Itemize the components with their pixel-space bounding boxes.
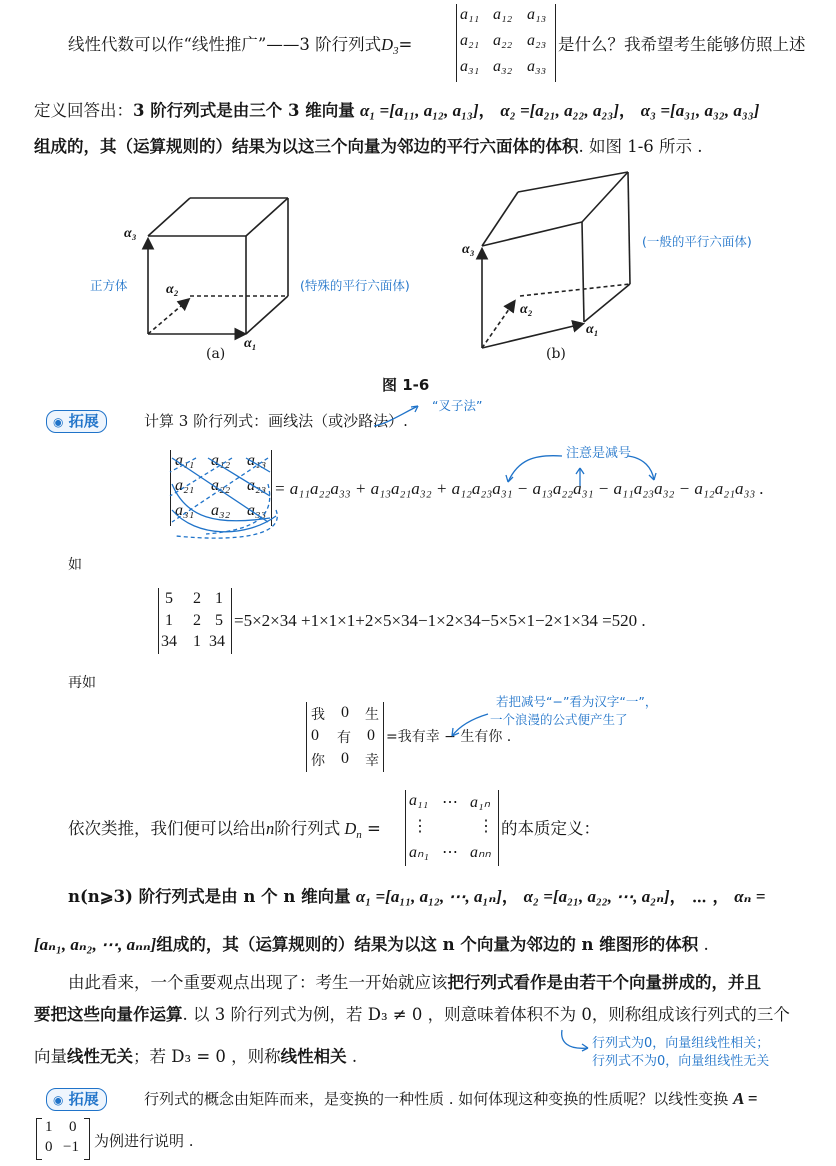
p3-text: 组成的，其（运算规则的）结果为以这三个向量为邻边的平行六面体的体积. 如图 1-6 所示 . bbox=[34, 137, 703, 156]
figure-caption: 图 1-6 bbox=[382, 376, 430, 394]
det-cell: a₃₂ bbox=[493, 58, 513, 75]
ext2-text: 行列式的概念由矩阵而来，是变换的一种性质 . 如何体现这种变换的性质呢？以线性变换 A = bbox=[144, 1089, 758, 1108]
p8-text: 向量线性无关；若 D₃ = 0 ，则称线性相关 . bbox=[34, 1047, 358, 1066]
det-cell: 有 bbox=[337, 731, 351, 746]
fig-b-alpha1: α₁ bbox=[586, 322, 599, 337]
p1-text-tail: 是什么？我希望考生能够仿照上述 bbox=[558, 35, 806, 54]
linear-note-2: 行列式不为0，向量组线性无关 bbox=[592, 1054, 770, 1069]
det-cell: a₁₁ bbox=[460, 6, 480, 23]
det-cell: a₃₁ bbox=[175, 502, 195, 519]
det-cell: 0 bbox=[341, 704, 349, 721]
det-cell: a₂₁ bbox=[460, 32, 480, 49]
minus-note: 注意是减号 bbox=[566, 446, 632, 461]
p6-text: 由此看来，一个重要观点出现了：考生一开始就应该把行列式看作是由若干个向量拼成的，并且 bbox=[68, 973, 761, 992]
det-cell: a₁₁ bbox=[175, 452, 195, 469]
dn-text: 依次类推，我们便可以给出n阶行列式 $D_n$ = bbox=[68, 819, 381, 841]
extension-badge-2: ◉ 拓展 bbox=[46, 1088, 107, 1111]
det-cell: a₂₁ bbox=[175, 477, 195, 494]
det-cell: 2 bbox=[193, 612, 201, 629]
det-cell: 0 bbox=[341, 750, 349, 767]
ext2-tail: 为例进行说明 . bbox=[94, 1132, 194, 1150]
det-cell: 你 bbox=[311, 754, 325, 769]
romance-note-1: 若把减号“−”看为汉字“一”， bbox=[496, 694, 658, 709]
cube-figure bbox=[148, 198, 288, 334]
dn-determinant bbox=[405, 790, 499, 866]
det-cell: a₁₁ bbox=[409, 792, 429, 809]
det-cell: 幸 bbox=[365, 754, 379, 769]
ext1-text: 计算 3 阶行列式：画线法（或沙路法）. bbox=[144, 412, 408, 430]
det-cell: a₁₃ bbox=[247, 452, 267, 469]
example2-determinant bbox=[306, 702, 384, 772]
det-cell: 1 bbox=[193, 633, 201, 650]
fork-note-arrow bbox=[368, 400, 428, 430]
p5-text: [aₙ₁, aₙ₂, ⋯, aₙₙ]组成的，其（运算规则的）结果为以这 n 个向量为邻边的 n 维图形的体积 . bbox=[34, 935, 709, 954]
det-cell: ⋯ bbox=[442, 794, 458, 811]
fig-a-alpha3: α₃ bbox=[124, 226, 137, 241]
det-cell: a₂₃ bbox=[527, 32, 547, 49]
badge-icon: ◉ bbox=[53, 415, 64, 429]
fig-right-note: (一般的平行六面体) bbox=[642, 234, 752, 249]
matrix-cell: 0 bbox=[45, 1139, 53, 1155]
matrix-cell: −1 bbox=[63, 1139, 79, 1155]
det-cell: 1 bbox=[165, 612, 173, 629]
det-cell: a₃₁ bbox=[460, 58, 480, 75]
extension-badge: ◉ 拓展 bbox=[46, 410, 107, 433]
fig-left-note: 正方体 bbox=[90, 278, 128, 293]
det-cell: ⋮ bbox=[478, 818, 494, 835]
dn-text-tail: 的本质定义： bbox=[501, 819, 600, 838]
det-cell: aₙₙ bbox=[470, 844, 491, 861]
det-cell: ⋯ bbox=[442, 844, 458, 861]
p2-text: 定义回答出：3 阶行列式是由三个 3 维向量 α₁ =[a₁₁, a₁₂, a₁₃]， α₂ =[a₂₁, a₂₂, a₂₃]， α₃ =[a₃₁, a₃₂, a₃₃] bbox=[34, 101, 760, 120]
example1-formula: =5×2×34 +1×1×1+2×5×34−1×2×34−5×5×1−2×1×34 =520 . bbox=[234, 611, 646, 630]
d3-determinant bbox=[456, 4, 556, 82]
example1-label: 如 bbox=[68, 557, 82, 573]
fig-mid-note: (特殊的平行六面体) bbox=[300, 278, 410, 293]
linear-note-arrow bbox=[556, 1026, 596, 1056]
p1-text: 线性代数可以作“线性推广”——3 阶行列式$D_3=$ bbox=[68, 35, 413, 57]
det-cell: a₁₂ bbox=[211, 452, 231, 469]
det-cell: 0 bbox=[311, 727, 319, 744]
fig-a-label: (a) bbox=[206, 346, 226, 362]
det-cell: 2 bbox=[193, 590, 201, 607]
det-cell: a₂₂ bbox=[211, 477, 231, 494]
figure-1-6 bbox=[70, 166, 790, 366]
romance-note-2: 一个浪漫的公式便产生了 bbox=[490, 712, 628, 727]
fig-b-label: (b) bbox=[546, 346, 566, 362]
det-cell: ⋮ bbox=[412, 818, 428, 835]
fork-note: “叉子法” bbox=[432, 398, 483, 413]
det-cell: 34 bbox=[209, 633, 225, 650]
det-cell: 生 bbox=[365, 708, 379, 723]
example2-formula: =我有幸 − 生有你 . bbox=[386, 729, 512, 745]
linear-note-1: 行列式为0，向量组线性相关； bbox=[592, 1036, 770, 1051]
det-cell: a₁₃ bbox=[527, 6, 547, 23]
det-cell: a₁₂ bbox=[493, 6, 513, 23]
p4-text: n(n⩾3) 阶行列式是由 n 个 n 维向量 α₁ =[a₁₁, a₁₂, ⋯, a₁ₙ]， α₂ =[a₂₁, a₂₂, ⋯, a₂ₙ]， ⋯ ， αₙ = bbox=[68, 887, 766, 906]
fig-b-alpha2: α₂ bbox=[520, 302, 533, 317]
fig-a-alpha1: α₁ bbox=[244, 336, 257, 351]
det-cell: a₂₂ bbox=[493, 32, 513, 49]
det-cell: 34 bbox=[161, 633, 177, 650]
det-cell: 5 bbox=[165, 590, 173, 607]
matrix-cell: 0 bbox=[69, 1119, 77, 1135]
det-cell: 1 bbox=[215, 590, 223, 607]
matrix-cell: 1 bbox=[45, 1119, 53, 1135]
det-cell: a₃₂ bbox=[211, 502, 231, 519]
det-cell: a₃₃ bbox=[247, 502, 267, 519]
example1-determinant bbox=[158, 588, 232, 654]
fig-b-alpha3: α₃ bbox=[462, 242, 475, 257]
det-cell: 我 bbox=[311, 708, 325, 723]
det-cell: a₂₃ bbox=[247, 477, 267, 494]
transform-matrix bbox=[36, 1118, 90, 1160]
p7-text: 要把这些向量作运算. 以 3 阶行列式为例，若 D₃ ≠ 0 ，则意味着体积不为 0，则称组成该行列式的三个 bbox=[34, 1005, 790, 1024]
example2-label: 再如 bbox=[68, 675, 96, 691]
fig-a-alpha2: α₂ bbox=[166, 282, 179, 297]
det-cell: a₃₃ bbox=[527, 58, 547, 75]
badge-icon: ◉ bbox=[53, 1093, 64, 1107]
det-cell: 5 bbox=[215, 612, 223, 629]
parallelepiped-figure bbox=[482, 172, 630, 348]
det-cell: 0 bbox=[367, 727, 375, 744]
sarrus-formula: = a₁₁a₂₂a₃₃ + a₁₃a₂₁a₃₂ + a₁₂a₂₃a₃₁ − a₁₃a₂₂a₃₁ − a₁₁a₂₃a₃₂ − a₁₂a₂₁a₃₃ . bbox=[274, 479, 764, 498]
minus-note-arrows bbox=[494, 446, 664, 496]
det-cell: a₁ₙ bbox=[470, 794, 490, 811]
det-cell: aₙ₁ bbox=[409, 844, 429, 861]
